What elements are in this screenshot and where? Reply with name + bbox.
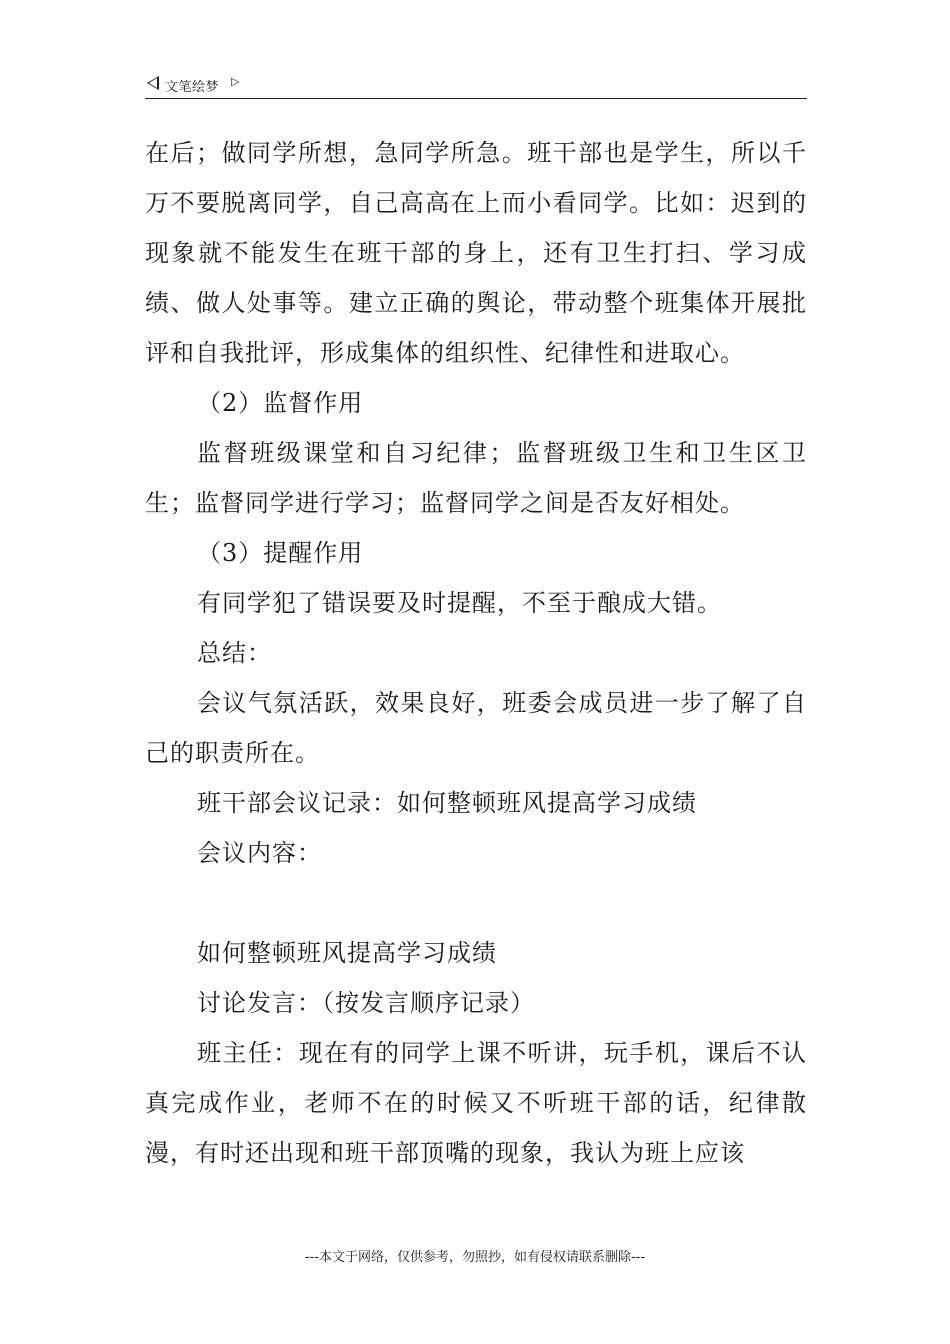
paragraph-continuation: 在后；做同学所想，急同学所急。班干部也是学生，所以千万不要脱离同学，自己高高在上而小看同学。比如：迟到的现象就不能发生在班干部的身上，还有卫生打扫、学习成绩、做人处事等。建立正确的舆论，带动整个班集体开展批评和自我批评，形成集体的组织性、纪律性和进取心。	[145, 139, 807, 367]
triangle-left-icon	[147, 76, 159, 90]
blank-line	[145, 878, 807, 928]
paragraph-summary: 会议气氛活跃，效果良好，班委会成员进一步了解了自己的职责所在。	[145, 689, 807, 767]
summary-label: 总结：	[197, 639, 272, 667]
paragraph-head-teacher: 班主任：现在有的同学上课不听讲，玩手机，课后不认真完成作业，老师不在的时候又不听班干部的话，纪律散漫，有时还出现和班干部顶嘴的现象，我认为班上应该	[145, 1039, 807, 1167]
discussion-label: 讨论发言：（按发言顺序记录）	[197, 989, 535, 1017]
page-header	[145, 72, 807, 99]
paragraph-supervision: 监督班级课堂和自习纪律；监督班级卫生和卫生区卫生；监督同学进行学习；监督同学之间是否友好相处。	[145, 439, 807, 517]
header-title: 文笔绘梦	[165, 80, 220, 95]
section-heading-reminder: （3）提醒作用	[197, 539, 364, 567]
triangle-right-icon: ▷	[231, 75, 240, 88]
meeting-content-label: 会议内容：	[197, 839, 322, 867]
document-body	[145, 128, 807, 1178]
meeting-record-title: 班干部会议记录：如何整顿班风提高学习成绩	[197, 789, 697, 817]
meeting-topic: 如何整顿班风提高学习成绩	[197, 939, 497, 967]
page-footer: ---本文于网络，仅供参考，勿照抄，如有侵权请联系删除---	[304, 1250, 646, 1265]
paragraph-reminder: 有同学犯了错误要及时提醒，不至于酿成大错。	[197, 589, 722, 617]
section-heading-supervision: （2）监督作用	[197, 389, 364, 417]
